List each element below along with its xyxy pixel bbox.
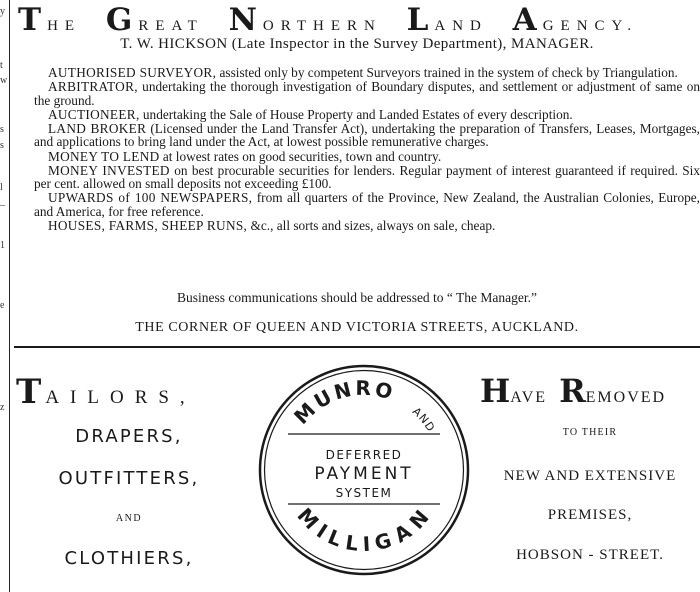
street-label: HOBSON - STREET. [516,547,664,563]
seal-bottom-name: MILLIGAN [292,503,436,557]
service-text: (Licensed under the Land Transfer Act), undertaking the preparation of Transfers, Leases, Mortgages, and applications to bring land under the Act, at lowest possible remunerative charges. [34,120,700,150]
manager-line: T. W. HICKSON (Late Inspector in the Survey Department), MANAGER. [120,36,594,52]
seal-center-line-3: SYSTEM [335,486,393,500]
service-paragraph [34,108,700,122]
service-paragraph [34,164,700,191]
service-text: at lowest rates on good securities, town and country. [159,148,442,164]
margin-fragment: t [0,60,3,71]
service-text: undertaking the Sale of House Property and Landed Estates of every description. [139,106,573,122]
service-paragraph [34,122,700,149]
services-list [34,66,700,233]
service-lead: MONEY INVESTED [48,162,170,178]
seal-top-and: AND [409,404,438,435]
business-communications-line: Business communications should be addressed to “ The Manager.” [176,290,538,305]
margin-fragment: – [0,200,5,211]
drapers-label: DRAPERS, [75,426,183,447]
service-lead: UPWARDS of 100 NEWSPAPERS, [48,190,253,206]
service-lead: AUTHORISED SURVEYOR, [48,65,217,80]
left-margin-rule [9,0,10,592]
service-text: from all quarters of the Province, New Zealand, the Australian Colonies, Europe, and America, for free reference. [34,190,700,219]
service-lead: MONEY TO LEND [48,148,160,164]
margin-fragment: y [0,6,5,17]
headline-word: A GENCY. [512,2,639,38]
service-lead: LAND BROKER [48,120,147,136]
service-lead: ARBITRATOR, [48,79,138,95]
service-text: &c., all sorts and sizes, always on sale, cheap. [247,218,496,234]
service-paragraph [34,66,700,80]
service-text: undertaking the thorough investigation of Boundary disputes, and settlement or adjustment of same on the ground. [34,79,700,108]
headline-word: G REAT [105,2,204,38]
to-their-label: TO THEIR [562,427,618,438]
removal-notice-column [470,350,700,592]
svg-text:AND [410,405,438,435]
outfitters-label: OUTFITTERS, [58,468,200,489]
margin-fragment: e [0,300,5,311]
service-text: assisted only by competent Surveyors trained in the system of check by Triangulation. [216,65,678,80]
margin-fragment: s [0,140,4,151]
tailors-column [14,350,244,592]
service-paragraph [34,191,700,218]
seal-center-line-1: DEFERRED [325,448,403,462]
headline-word: N ORTHERN [228,2,382,38]
seal-top-name: MUNRO [289,375,399,429]
margin-fragment: l [0,182,3,193]
headline-word: L AND [406,2,488,38]
have-removed-heading: HAVE REMOVED [480,372,667,410]
margin-fragment: s [0,124,4,135]
margin-fragment: 1 [0,240,5,251]
land-agency-advert [14,0,700,345]
margin-fragment: w [0,75,8,86]
seal-center-line-2: PAYMENT [314,464,414,484]
service-lead: AUCTIONEER, [48,106,140,122]
service-lead: HOUSES, FARMS, SHEEP RUNS, [48,218,248,234]
service-paragraph [34,80,700,107]
new-extensive-label: NEW AND EXTENSIVE [503,468,677,484]
premises-label: PREMISES, [547,507,633,523]
and-label: AND [115,513,143,524]
address-line: THE CORNER OF QUEEN AND VICTORIA STREETS, AUCKLAND. [135,320,579,335]
margin-fragment: z [0,402,5,413]
advert-divider [14,346,700,348]
headline-word: THE [18,2,82,38]
munro-milligan-seal [258,352,470,592]
service-text: on best procurable securities for lenders. Regular payment of interest guaranteed if required. Six per cent. allowed on small deposits not exceeding £100. [34,162,700,192]
svg-text:MILLIGAN [292,503,435,556]
service-paragraph [34,150,700,164]
tailors-heading: TAILORS, [16,372,196,412]
service-paragraph [34,219,700,233]
clothiers-label: CLOTHIERS, [64,548,194,569]
advert-headline [18,2,700,38]
